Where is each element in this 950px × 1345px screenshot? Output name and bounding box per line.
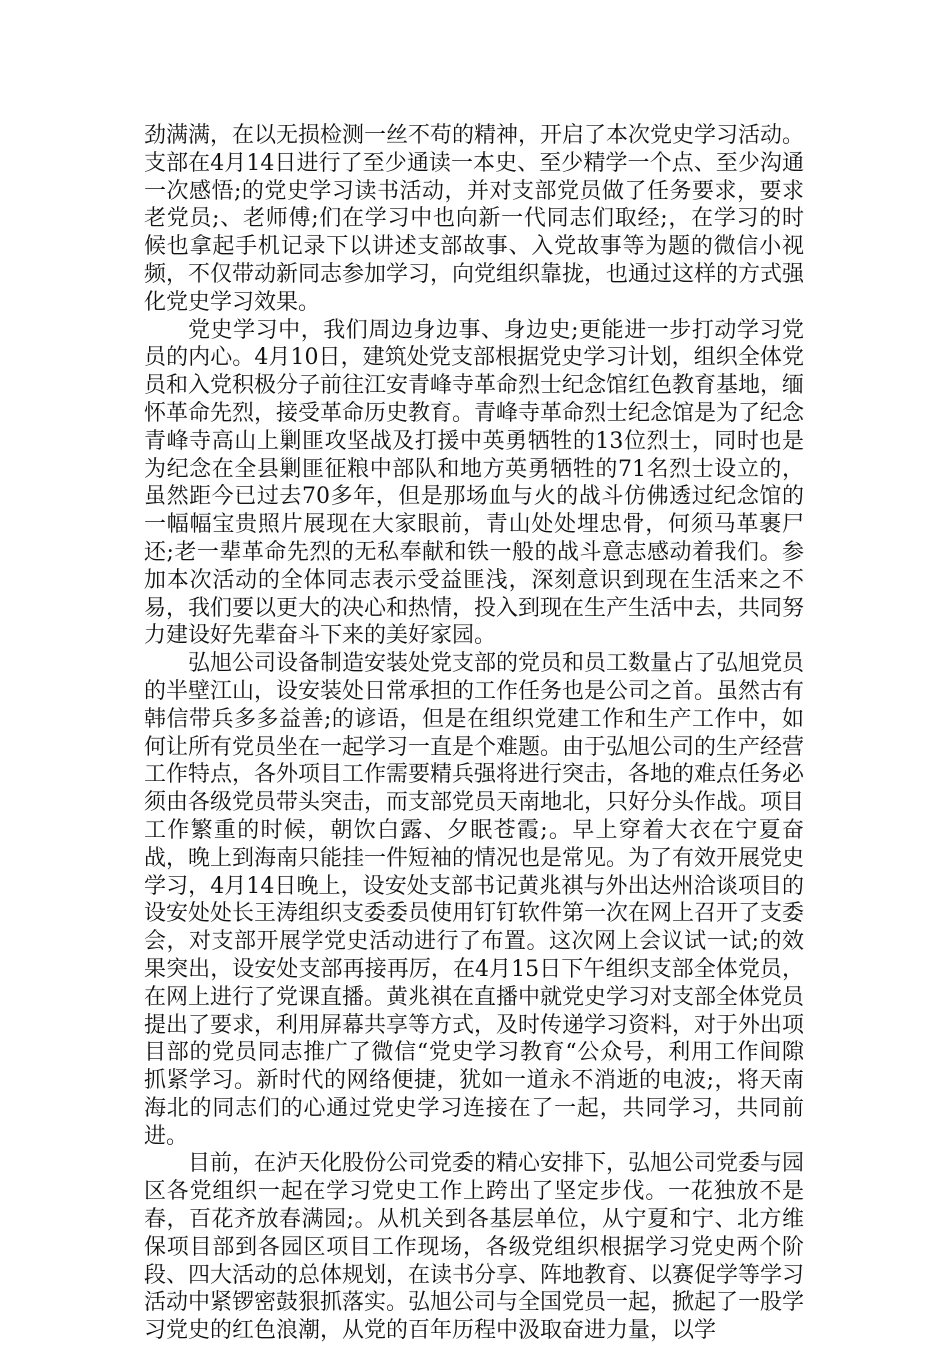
paragraph-1: 劲满满，在以无损检测一丝不苟的精神，开启了本次党史学习活动。支部在4月14日进行了至少通读一本史、至少精学一个点、至少沟通一次感悟;的党史学习读书活动，并对支部党员做了任务要求，要求老党员;、老师傅;们在学习中也向新一代同志们取经;，在学习的时候也拿起手机记录下以讲述支部故事、入党故事等为题的微信小视频，不仅带动新同志参加学习，向党组织靠拢，也通过这样的方式强化党史学习效果。 (144, 123, 805, 315)
paragraph-4: 目前，在泸天化股份公司党委的精心安排下，弘旭公司党委与园区各党组织一起在学习党史工作上跨出了坚定步伐。一花独放不是春，百花齐放春满园;。从机关到各基层单位，从宁夏和宁、北方维保项目部到各园区项目工作现场，各级党组织根据学习党史两个阶段、四大活动的总体规划，在读书分享、阵地教育、以赛促学等学习活动中紧锣密鼓狠抓落实。弘旭公司与全国党员一起，掀起了一股学习党史的红色浪潮，从党的百年历程中汲取奋进力量，以学 (144, 1151, 805, 1344)
document-body (144, 122, 804, 1345)
paragraph-3: 弘旭公司设备制造安装处党支部的党员和员工数量占了弘旭党员的半壁江山，设安装处日常承担的工作任务也是公司之首。虽然古有韩信带兵多多益善;的谚语，但是在组织党建工作和生产工作中，如何让所有党员坐在一起学习一直是个难题。由于弘旭公司的生产经营工作特点，各外项目工作需要精兵强将进行突击，各地的难点任务必须由各级党员带头突击，而支部党员天南地北，只好分头作战。项目工作繁重的时候，朝饮白露、夕眠苍霞;。早上穿着大衣在宁夏奋战，晚上到海南只能挂一件短袖的情况也是常见。为了有效开展党史学习，4月14日晚上，设安处支部书记黄兆祺与外出达州洽谈项目的设安处处长王涛组织支委委员使用钉钉软件第一次在网上召开了支委会，对支部开展学党史活动进行了布置。这次网上会议试一试;的效果突出，设安处支部再接再厉，在4月15日下午组织支部全体党员，在网上进行了党课直播。黄兆祺在直播中就党史学习对支部全体党员提出了要求，利用屏幕共享等方式，及时传递学习资料，对于外出项目部的党员同志推广了微信“党史学习教育“公众号，利用工作间隙抓紧学习。新时代的网络便捷，犹如一道永不消逝的电波;，将天南海北的同志们的心通过党史学习连接在了一起，共同学习，共同前进。 (144, 651, 805, 1149)
paragraph-2: 党史学习中，我们周边身边事、身边史;更能进一步打动学习党员的内心。4月10日，建筑处党支部根据党史学习计划，组织全体党员和入党积极分子前往江安青峰寺革命烈士纪念馆红色教育基地，缅怀革命先烈，接受革命历史教育。青峰寺革命烈士纪念馆是为了纪念青峰寺高山上剿匪攻坚战及打援中英勇牺牲的13位烈士，同时也是为纪念在全县剿匪征粮中部队和地方英勇牺牲的71名烈士设立的，虽然距今已过去70多年，但是那场血与火的战斗仿佛透过纪念馆的一幅幅宝贵照片展现在大家眼前，青山处处埋忠骨，何须马革裹尸还;老一辈革命先烈的无私奉献和铁一般的战斗意志感动着我们。参加本次活动的全体同志表示受益匪浅，深刻意识到现在生活来之不易，我们要以更大的决心和热情，投入到现在生产生活中去，共同努力建设好先辈奋斗下来的美好家园。 (144, 317, 805, 649)
